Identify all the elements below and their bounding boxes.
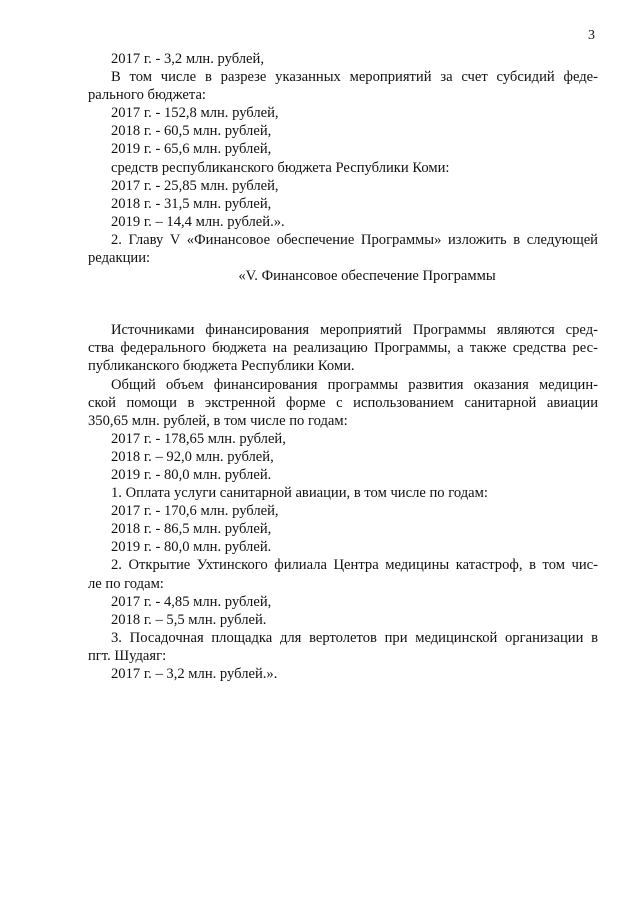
text-line: средств республиканского бюджета Республики Коми: (111, 159, 450, 176)
text-line: Источниками финансирования мероприятий Программы являются сред- (111, 322, 598, 339)
text-line: ства федерального бюджета на реализацию Программы, а также средства рес- (88, 340, 598, 357)
document-body (88, 50, 598, 683)
text-line: «V. Финансовое обеспечение Программы (238, 268, 496, 285)
text-line: публиканского бюджета Республики Коми. (88, 358, 355, 375)
text-line: 2017 г. - 4,85 млн. рублей, (111, 593, 272, 610)
text-line: ской помощи в экстренной форме с использованием санитарной авиации (88, 394, 598, 411)
text-line: 2019 г. - 65,6 млн. рублей, (111, 141, 272, 158)
text-line: 2018 г. - 86,5 млн. рублей, (111, 521, 272, 538)
text-line: 2. Открытие Ухтинского филиала Центра медицины катастроф, в том чис- (111, 557, 598, 574)
text-line: 2019 г. – 14,4 млн. рублей.». (111, 213, 285, 230)
text-line: пгт. Шудаяг: (88, 647, 167, 664)
text-line: 3. Посадочная площадка для вертолетов при медицинской организации в (111, 629, 598, 646)
text-line: рального бюджета: (88, 87, 206, 104)
text-line: 2017 г. - 25,85 млн. рублей, (111, 177, 279, 194)
text-line: 2018 г. – 92,0 млн. рублей, (111, 448, 274, 465)
text-line: 350,65 млн. рублей, в том числе по годам: (88, 412, 348, 429)
text-line: 2017 г. - 178,65 млн. рублей, (111, 430, 286, 447)
text-line: 2. Главу V «Финансовое обеспечение Программы» изложить в следующей (111, 231, 598, 248)
text-line: 2017 г. - 3,2 млн. рублей, (111, 51, 264, 67)
text-line: 1. Оплата услуги санитарной авиации, в том числе по годам: (111, 485, 488, 502)
text-line: 2018 г. – 5,5 млн. рублей. (111, 611, 267, 628)
text-line: В том числе в разрезе указанных мероприятий за счет субсидий феде- (111, 69, 598, 86)
page-number: 3 (588, 28, 595, 43)
text-line: Общий объем финансирования программы развития оказания медицин- (111, 376, 598, 393)
blank-line (88, 285, 598, 321)
text-line: 2017 г. - 170,6 млн. рублей, (111, 503, 279, 520)
text-line: 2018 г. - 31,5 млн. рублей, (111, 195, 272, 212)
text-line: 2019 г. - 80,0 млн. рублей. (111, 466, 272, 483)
text-line: редакции: (88, 250, 151, 267)
text-line: 2018 г. - 60,5 млн. рублей, (111, 123, 272, 140)
text-line: 2019 г. - 80,0 млн. рублей. (111, 539, 272, 556)
text-line: 2017 г. – 3,2 млн. рублей.». (111, 666, 278, 682)
text-line: 2017 г. - 152,8 млн. рублей, (111, 105, 279, 122)
text-line: ле по годам: (88, 575, 164, 592)
